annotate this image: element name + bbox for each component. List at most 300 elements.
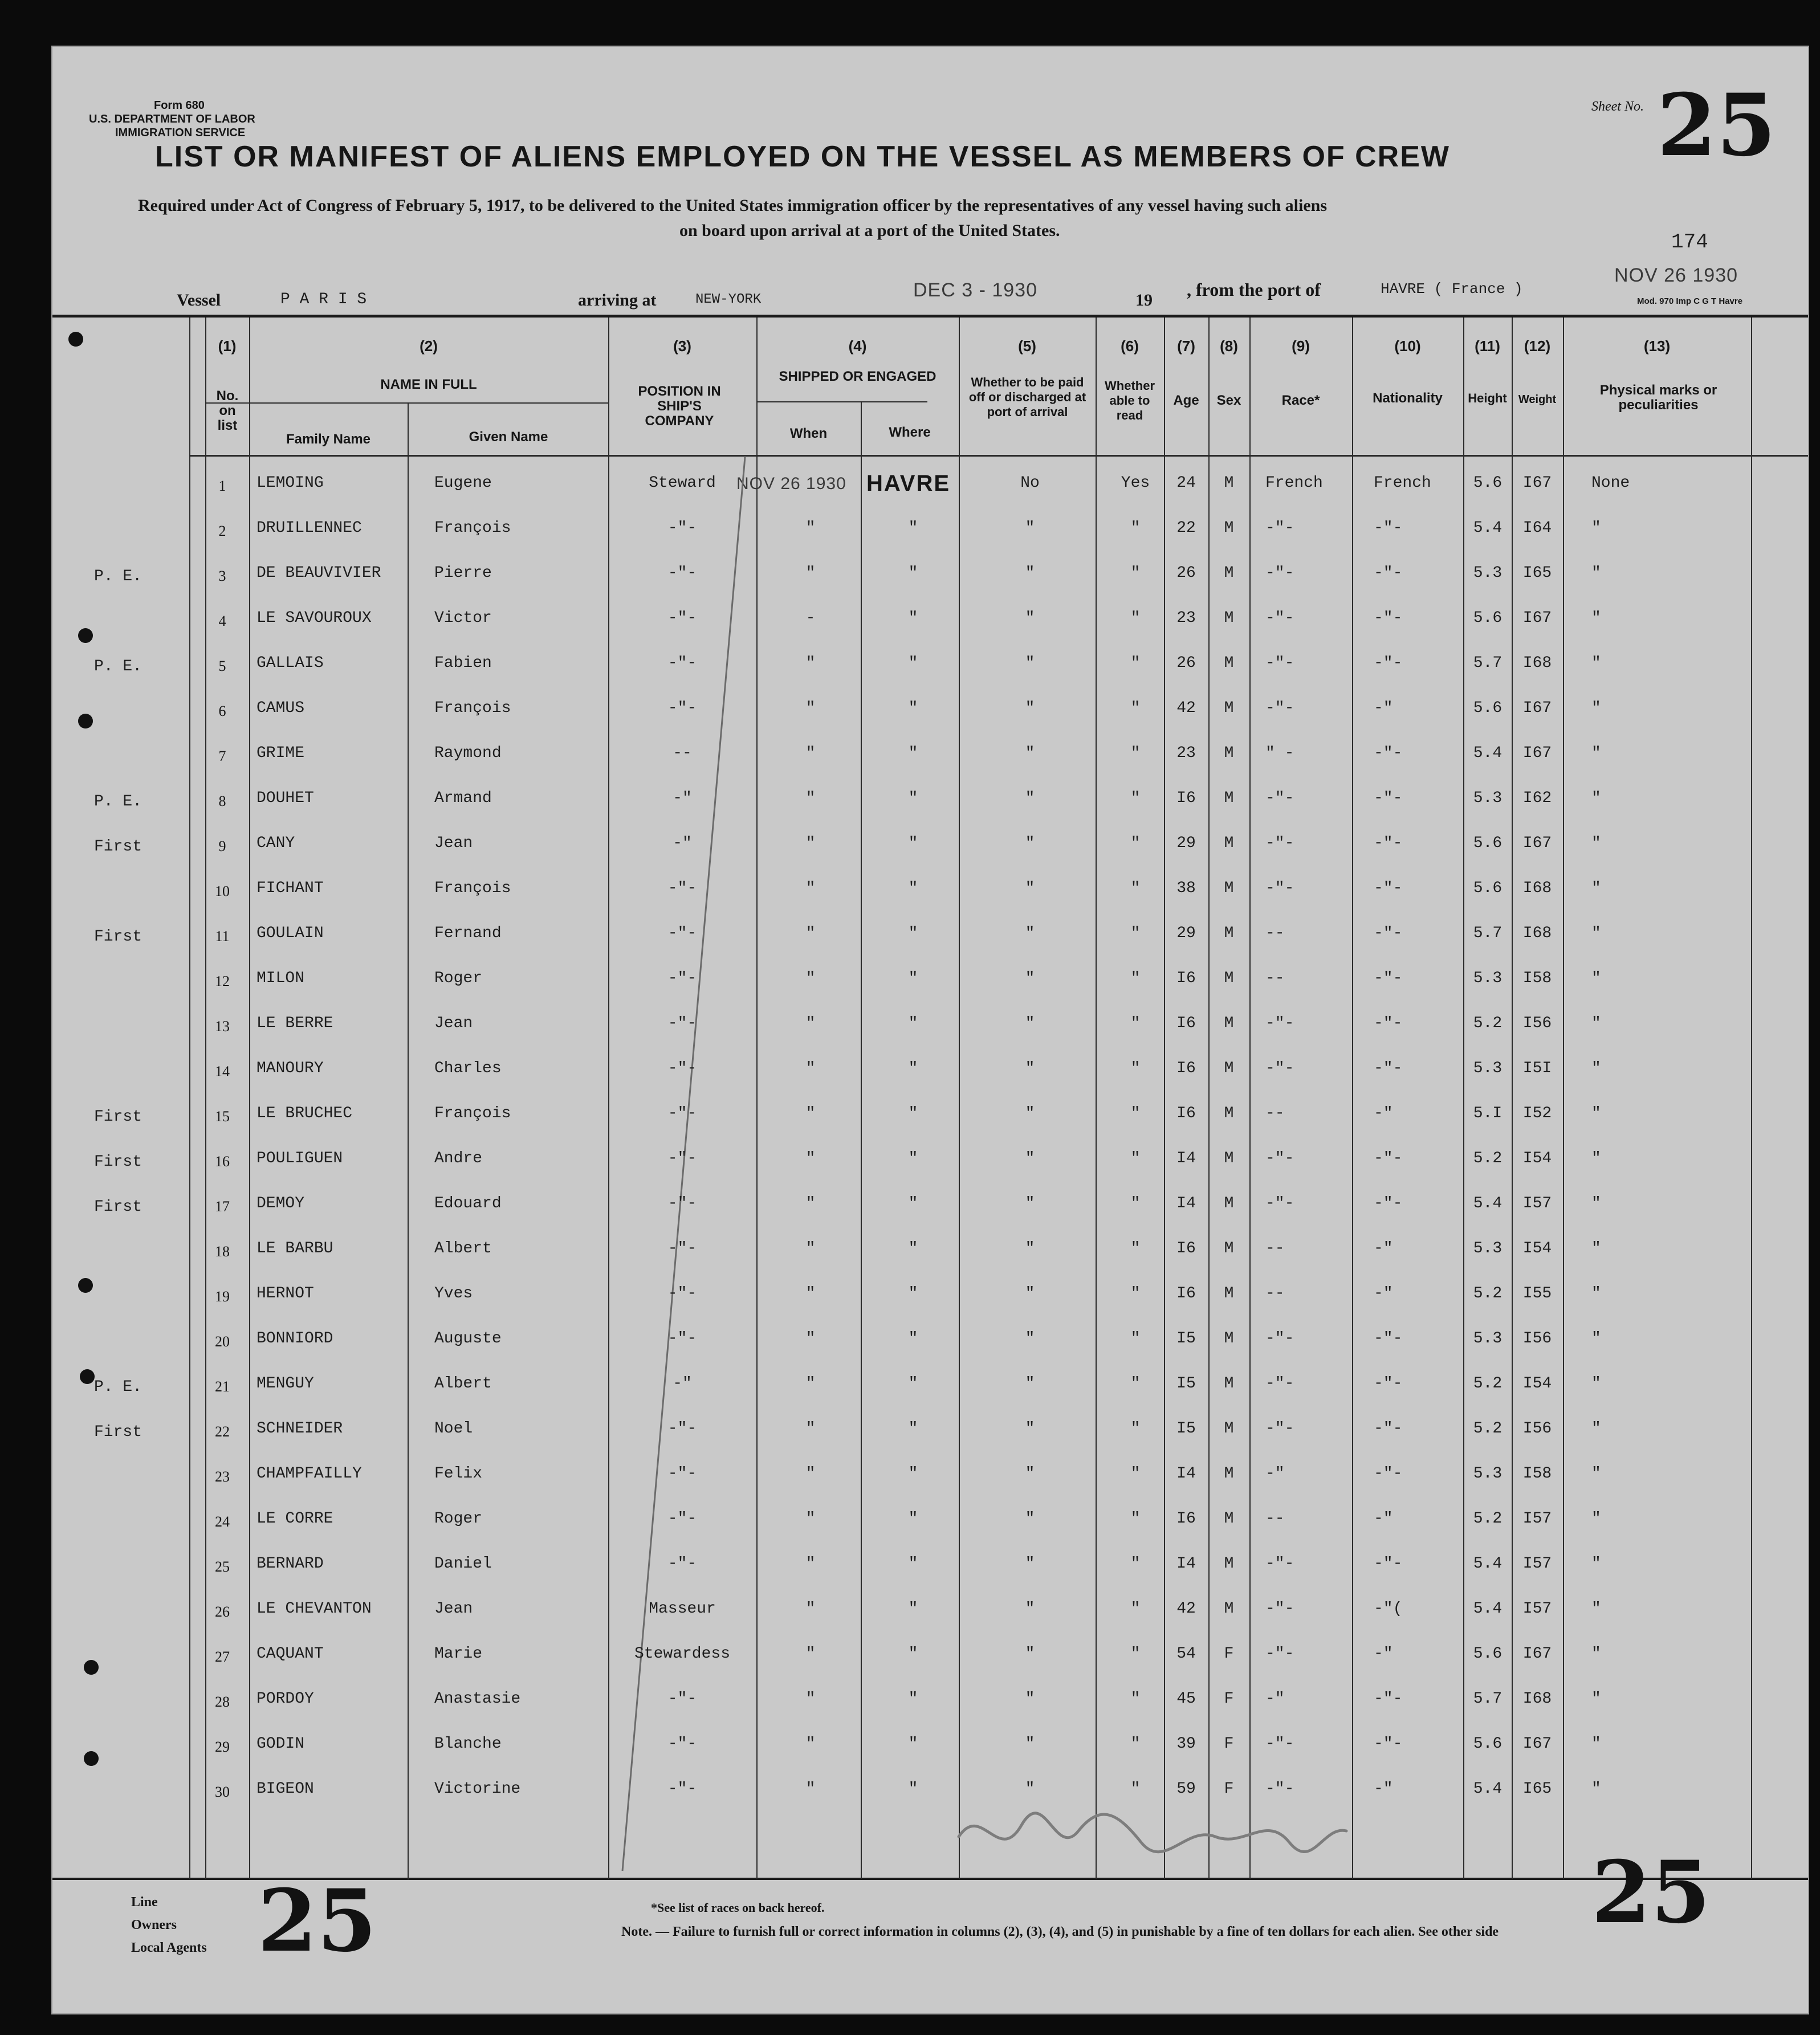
row-line-number: 18 [215, 1243, 230, 1260]
row-line-number: 14 [215, 1063, 230, 1080]
row-position: -"- [667, 880, 697, 897]
row-read: " [1130, 1195, 1141, 1212]
row-height: 5.6 [1473, 1735, 1503, 1753]
table-row [52, 1541, 1808, 1586]
row-line-number: 17 [215, 1198, 230, 1215]
row-family: BERNARD [256, 1555, 324, 1573]
vessel-name: P A R I S [280, 291, 367, 308]
row-given: Yves [434, 1285, 473, 1303]
row-weight: I56 [1522, 1420, 1552, 1438]
row-height: 5.4 [1473, 1780, 1503, 1798]
row-when: " [805, 1735, 816, 1753]
col9-number: (9) [1292, 337, 1310, 355]
row-race: -"- [1265, 1060, 1294, 1077]
row-sex: M [1224, 1105, 1234, 1122]
row-given: François [434, 519, 511, 537]
col4-label: SHIPPED OR ENGAGED [779, 369, 937, 384]
row-line-number: 26 [215, 1603, 230, 1620]
row-given: Jean [434, 835, 473, 852]
row-when: " [805, 654, 816, 672]
row-paid: " [1025, 1465, 1035, 1483]
row-marks: " [1591, 1645, 1601, 1663]
row-family: POULIGUEN [256, 1150, 343, 1167]
row-sex: M [1224, 519, 1234, 537]
row-weight: I67 [1522, 609, 1552, 627]
row-sex: M [1224, 1600, 1234, 1618]
row-weight: I54 [1522, 1240, 1552, 1257]
row-where: " [908, 1735, 918, 1753]
row-weight: I52 [1522, 1105, 1552, 1122]
row-position: -"- [667, 1510, 697, 1528]
row-sex: M [1224, 1195, 1234, 1212]
row-where: " [908, 880, 918, 897]
row-when: " [805, 1555, 816, 1573]
row-age: I4 [1176, 1195, 1196, 1212]
row-sex: M [1224, 1465, 1234, 1483]
row-when: " [805, 1600, 816, 1618]
row-marks: " [1591, 1420, 1601, 1438]
row-sex: M [1224, 1150, 1234, 1167]
row-nationality: -"- [1374, 1015, 1403, 1032]
row-nationality: -"( [1374, 1600, 1403, 1618]
row-read: Yes [1121, 474, 1150, 492]
row-sex: F [1224, 1690, 1234, 1708]
table-row [52, 641, 1808, 686]
row-paid: " [1025, 744, 1035, 762]
row-line-number: 4 [218, 613, 226, 629]
row-when: " [805, 1465, 816, 1483]
row-read: " [1130, 1285, 1141, 1303]
row-height: 5.2 [1473, 1510, 1503, 1528]
row-where: " [908, 1330, 918, 1348]
row-read: " [1130, 1465, 1141, 1483]
row-position: -"- [667, 1780, 697, 1798]
row-weight: I67 [1522, 1735, 1552, 1753]
row-height: 5.7 [1473, 654, 1503, 672]
table-row [52, 1136, 1808, 1181]
table-row [52, 1271, 1808, 1316]
row-race: -"- [1265, 789, 1294, 807]
row-when: " [805, 1780, 816, 1798]
row-sex: M [1224, 1060, 1234, 1077]
row-race: -"- [1265, 1150, 1294, 1167]
row-sex: F [1224, 1780, 1234, 1798]
row-line-number: 8 [218, 793, 226, 809]
arrival-date-stamp: DEC 3 - 1930 [913, 279, 1037, 301]
row-where: " [908, 654, 918, 672]
row-given: Eugene [434, 474, 492, 492]
row-paid: " [1025, 654, 1035, 672]
row-when: " [805, 835, 816, 852]
table-row [52, 1767, 1808, 1812]
row-weight: I54 [1522, 1150, 1552, 1167]
row-paid: " [1025, 1330, 1035, 1348]
row-nationality: -"- [1374, 1060, 1403, 1077]
row-margin-note: P. E. [93, 658, 142, 675]
col11-number: (11) [1475, 337, 1500, 355]
row-height: 5.3 [1473, 789, 1503, 807]
col12-number: (12) [1524, 337, 1551, 355]
row-family: GOULAIN [256, 925, 324, 942]
row-given: Roger [434, 1510, 483, 1528]
row-when: " [805, 1105, 816, 1122]
row-height: 5.6 [1473, 1645, 1503, 1663]
row-given: Charles [434, 1060, 502, 1077]
row-race: -"- [1265, 1735, 1294, 1753]
row-sex: M [1224, 699, 1234, 717]
row-family: LE SAVOUROUX [256, 609, 372, 627]
row-age: 22 [1176, 519, 1196, 537]
row-read: " [1130, 519, 1141, 537]
row-read: " [1130, 1735, 1141, 1753]
row-read: " [1130, 1375, 1141, 1393]
row-weight: I68 [1522, 880, 1552, 897]
row-given: Fernand [434, 925, 502, 942]
row-age: I6 [1176, 1285, 1196, 1303]
row-race: -"- [1265, 1195, 1294, 1212]
row-weight: I67 [1522, 474, 1552, 492]
row-where: " [908, 699, 918, 717]
row-family: PORDOY [256, 1690, 314, 1708]
row-line-number: 27 [215, 1649, 230, 1665]
row-marks: " [1591, 1690, 1601, 1708]
row-line-number: 9 [218, 838, 226, 854]
row-family: LEMOING [256, 474, 324, 492]
row-where: " [908, 1240, 918, 1257]
row-paid: " [1025, 609, 1035, 627]
row-read: " [1130, 1150, 1141, 1167]
row-paid: " [1025, 1780, 1035, 1798]
row-position: -"- [667, 1150, 697, 1167]
row-paid: " [1025, 1420, 1035, 1438]
row-height: 5.3 [1473, 564, 1503, 582]
table-row [52, 911, 1808, 956]
row-paid: " [1025, 925, 1035, 942]
col7-label: Age [1173, 393, 1199, 408]
row-age: 29 [1176, 835, 1196, 852]
row-age: I4 [1176, 1555, 1196, 1573]
row-given: Jean [434, 1600, 473, 1618]
row-nationality: -"- [1374, 970, 1403, 987]
row-paid: " [1025, 1375, 1035, 1393]
row-given: Pierre [434, 564, 492, 582]
table-row [52, 956, 1808, 1001]
col10-number: (10) [1394, 337, 1421, 355]
row-race: " - [1265, 744, 1294, 762]
table-row [52, 1091, 1808, 1136]
row-weight: I64 [1522, 519, 1552, 537]
row-marks: " [1591, 1015, 1601, 1032]
row-marks: " [1591, 1060, 1601, 1077]
row-margin-note: First [93, 1108, 142, 1126]
row-read: " [1130, 925, 1141, 942]
row-line-number: 21 [215, 1378, 230, 1395]
row-marks: " [1591, 835, 1601, 852]
row-position: -"- [667, 519, 697, 537]
row-paid: " [1025, 1555, 1035, 1573]
row-line-number: 24 [215, 1513, 230, 1530]
row-line-number: 19 [215, 1288, 230, 1305]
row-line-number: 15 [215, 1108, 230, 1125]
row-age: 23 [1176, 609, 1196, 627]
row-weight: I58 [1522, 1465, 1552, 1483]
row-given: Marie [434, 1645, 483, 1663]
row-age: I6 [1176, 789, 1196, 807]
col5-label: Whether to be paid off or discharged at port of arrival [968, 375, 1086, 419]
row-when: " [805, 1690, 816, 1708]
row-given: Albert [434, 1375, 492, 1393]
row-family: SCHNEIDER [256, 1420, 343, 1438]
row-read: " [1130, 1105, 1141, 1122]
row-where: " [908, 925, 918, 942]
row-weight: I55 [1522, 1285, 1552, 1303]
row-marks: " [1591, 925, 1601, 942]
row-race: -- [1265, 1510, 1285, 1528]
arriving-label: arriving at [578, 291, 657, 310]
row-line-number: 2 [218, 523, 226, 539]
row-weight: I58 [1522, 970, 1552, 987]
row-line-number: 10 [215, 883, 230, 900]
row-age: 26 [1176, 654, 1196, 672]
row-sex: M [1224, 474, 1234, 492]
col6-number: (6) [1121, 337, 1139, 355]
row-race: -- [1265, 1240, 1285, 1257]
row-read: " [1130, 744, 1141, 762]
table-row [52, 1181, 1808, 1226]
form-number: Form 680 [154, 99, 205, 112]
row-marks: " [1591, 1285, 1601, 1303]
row-family: MENGUY [256, 1375, 314, 1393]
row-height: 5.7 [1473, 925, 1503, 942]
row-age: I6 [1176, 970, 1196, 987]
table-row [52, 1586, 1808, 1631]
row-sex: M [1224, 1240, 1234, 1257]
row-height: 5.3 [1473, 970, 1503, 987]
row-where: " [908, 1510, 918, 1528]
row-paid: " [1025, 1285, 1035, 1303]
row-weight: I67 [1522, 744, 1552, 762]
row-given: Daniel [434, 1555, 492, 1573]
col6-label: Whether able to read [1105, 378, 1155, 422]
row-nationality: -"- [1374, 1465, 1403, 1483]
row-paid: " [1025, 699, 1035, 717]
row-weight: I67 [1522, 699, 1552, 717]
row-age: I6 [1176, 1105, 1196, 1122]
table-row [52, 1046, 1808, 1091]
row-paid: " [1025, 1735, 1035, 1753]
row-marks: " [1591, 880, 1601, 897]
row-position: Stewardess [634, 1645, 731, 1663]
row-family: MILON [256, 970, 305, 987]
footer-right-sheet-number: 25 [1591, 1842, 1711, 1943]
row-height: 5.2 [1473, 1375, 1503, 1393]
row-position: -"- [667, 1735, 697, 1753]
table-row [52, 1406, 1808, 1451]
row-position: -"- [667, 1420, 697, 1438]
sheet-number: 25 [1657, 75, 1776, 176]
row-when: " [805, 1510, 816, 1528]
table-row [52, 1676, 1808, 1721]
row-height: 5.4 [1473, 519, 1503, 537]
row-family: LE BERRE [256, 1015, 333, 1032]
row-family: CAQUANT [256, 1645, 324, 1663]
department-name: U.S. DEPARTMENT OF LABOR [89, 113, 255, 125]
row-line-number: 1 [218, 478, 226, 494]
table-row [52, 596, 1808, 641]
row-position: -"- [667, 654, 697, 672]
row-sex: M [1224, 1330, 1234, 1348]
row-when: " [805, 1645, 816, 1663]
row-when: " [805, 1015, 816, 1032]
row-nationality: -" [1374, 699, 1393, 717]
row-given: Armand [434, 789, 492, 807]
row-position: Masseur [649, 1600, 716, 1618]
row-marks: " [1591, 609, 1601, 627]
row-line-number: 28 [215, 1694, 230, 1710]
row-marks: " [1591, 744, 1601, 762]
row-family: FICHANT [256, 880, 324, 897]
row-family: DOUHET [256, 789, 314, 807]
row-age: I6 [1176, 1060, 1196, 1077]
row-family: DE BEAUVIVIER [256, 564, 381, 582]
row-paid: " [1025, 880, 1035, 897]
row-race: -"- [1265, 1375, 1294, 1393]
row-race: -" [1265, 1690, 1285, 1708]
row-line-number: 7 [218, 748, 226, 764]
table-row [52, 461, 1808, 506]
row-given: Victorine [434, 1780, 521, 1798]
row-sex: M [1224, 1285, 1234, 1303]
row-marks: " [1591, 1240, 1601, 1257]
row-height: 5.4 [1473, 1195, 1503, 1212]
row-weight: I68 [1522, 654, 1552, 672]
row-where: " [908, 1375, 918, 1393]
row-family: BONNIORD [256, 1330, 333, 1348]
col9-label: Race* [1281, 393, 1320, 408]
row-paid: " [1025, 1015, 1035, 1032]
header-bottom-rule [189, 455, 1808, 457]
row-height: 5.6 [1473, 880, 1503, 897]
shipped-subheader-rule [756, 401, 927, 402]
row-age: I5 [1176, 1375, 1196, 1393]
row-given: François [434, 1105, 511, 1122]
row-line-number: 23 [215, 1468, 230, 1485]
row-age: I5 [1176, 1420, 1196, 1438]
row-where: " [908, 744, 918, 762]
row-nationality: -"- [1374, 1555, 1403, 1573]
row-marks: " [1591, 1465, 1601, 1483]
row-paid: " [1025, 1105, 1035, 1122]
row-age: 54 [1176, 1645, 1196, 1663]
row-height: 5.I [1473, 1105, 1503, 1122]
row-where: " [908, 1780, 918, 1798]
row-position: -"- [667, 1555, 697, 1573]
row-nationality: -"- [1374, 1690, 1403, 1708]
row-read: " [1130, 1690, 1141, 1708]
row-weight: I68 [1522, 925, 1552, 942]
row-paid: No [1020, 474, 1040, 492]
row-height: 5.3 [1473, 1060, 1503, 1077]
row-height: 5.3 [1473, 1330, 1503, 1348]
table-top-border [52, 315, 1808, 318]
row-marks: " [1591, 1330, 1601, 1348]
row-line-number: 16 [215, 1153, 230, 1170]
row-family: LE BARBU [256, 1240, 333, 1257]
row-race: -"- [1265, 1015, 1294, 1032]
row-read: " [1130, 1645, 1141, 1663]
row-given: François [434, 699, 511, 717]
row-position: -"- [667, 564, 697, 582]
row-when: " [805, 564, 816, 582]
row-margin-note: P. E. [93, 793, 142, 811]
row-margin-note: First [93, 1153, 142, 1171]
row-when: " [805, 880, 816, 897]
row-margin-note: First [93, 1198, 142, 1216]
from-port-label: , from the port of [1187, 279, 1321, 300]
row-age: 26 [1176, 564, 1196, 582]
col2b-label: Given Name [469, 429, 548, 445]
row-read: " [1130, 1420, 1141, 1438]
row-given: Blanche [434, 1735, 502, 1753]
row-family: BIGEON [256, 1780, 314, 1798]
row-race: -- [1265, 970, 1285, 987]
row-weight: I65 [1522, 1780, 1552, 1798]
row-given: Roger [434, 970, 483, 987]
row-where: " [908, 1015, 918, 1032]
row-line-number: 29 [215, 1739, 230, 1755]
row-marks: " [1591, 1555, 1601, 1573]
row-position: -- [673, 744, 692, 762]
arriving-port: NEW-YORK [695, 292, 762, 307]
row-height: 5.6 [1473, 609, 1503, 627]
row-position: -" [673, 1375, 692, 1393]
footer-agents-label: Local Agents [131, 1940, 207, 1955]
table-row [52, 506, 1808, 551]
row-paid: " [1025, 1690, 1035, 1708]
row-where: " [908, 1555, 918, 1573]
row-family: CAMUS [256, 699, 305, 717]
row-height: 5.6 [1473, 474, 1503, 492]
row-nationality: -"- [1374, 789, 1403, 807]
col3-label: POSITION IN SHIP'S COMPANY [638, 384, 721, 429]
row-position: -"- [667, 609, 697, 627]
row-position: -"- [667, 699, 697, 717]
row-read: " [1130, 835, 1141, 852]
row-age: 42 [1176, 1600, 1196, 1618]
shipped-when-stamp: NOV 26 1930 [736, 474, 846, 493]
row-where: " [908, 970, 918, 987]
table-row [52, 776, 1808, 821]
row-marks: " [1591, 1510, 1601, 1528]
col12-label: Weight [1518, 393, 1557, 406]
row-paid: " [1025, 835, 1035, 852]
row-weight: I68 [1522, 1690, 1552, 1708]
row-race: -"- [1265, 880, 1294, 897]
row-age: I5 [1176, 1330, 1196, 1348]
row-nationality: -"- [1374, 1195, 1403, 1212]
row-race: -"- [1265, 835, 1294, 852]
year-prefix: 19 [1135, 291, 1153, 310]
row-paid: " [1025, 1060, 1035, 1077]
row-family: HERNOT [256, 1285, 314, 1303]
row-position: -" [673, 789, 692, 807]
row-weight: I54 [1522, 1375, 1552, 1393]
row-position: Steward [649, 474, 716, 492]
row-where: " [908, 1060, 918, 1077]
row-age: I4 [1176, 1150, 1196, 1167]
row-height: 5.2 [1473, 1150, 1503, 1167]
row-nationality: -" [1374, 1240, 1393, 1257]
